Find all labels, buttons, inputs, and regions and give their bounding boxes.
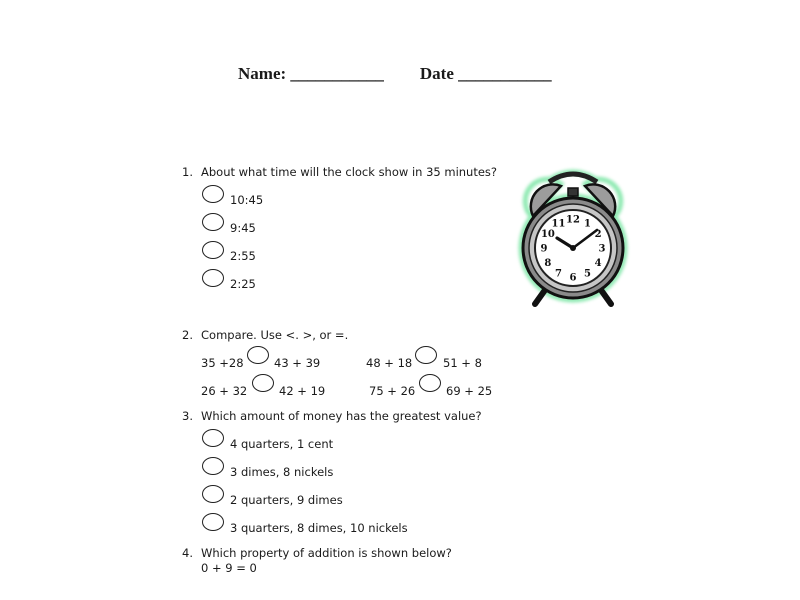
q1-option-3-bubble[interactable] [202,241,224,259]
q4-text: Which property of addition is shown below? [201,546,452,560]
q2-row2-a-bubble[interactable] [252,374,274,392]
q2-text: Compare. Use <. >, or =. [201,328,349,342]
alarm-clock-image [515,162,631,310]
name-label: Name: ___________ [238,64,384,83]
clock-numeral-8: 8 [544,258,552,269]
clock-numeral-1: 1 [584,218,591,230]
q2-row2-a-left: 26 + 32 [201,384,248,398]
q1-text: About what time will the clock show in 35 minutes? [201,165,498,179]
q4-equation: 0 + 9 = 0 [201,561,257,575]
q1-number: 1. [182,165,193,179]
q1-option-1-label: 10:45 [230,193,264,207]
clock-numeral-3: 3 [598,243,606,255]
q2-row1-a-left: 35 +28 [201,356,244,370]
clock-numeral-10: 10 [540,229,555,240]
q3-option-2-bubble[interactable] [202,457,224,475]
q3-option-3-bubble[interactable] [202,485,224,503]
q2-row2-b-bubble[interactable] [419,374,441,392]
clock-numeral-7: 7 [555,268,562,280]
q3-number: 3. [182,409,193,423]
q2-row1-b-left: 48 + 18 [366,356,413,370]
q2-row1-a-right: 43 + 39 [274,356,321,370]
q2-row2-b-right: 69 + 25 [446,384,493,398]
q1-option-2-bubble[interactable] [202,213,224,231]
q1-option-4-label: 2:25 [230,277,256,291]
clock-center [570,245,576,251]
clock-numeral-6: 6 [569,272,577,284]
q4-number: 4. [182,546,193,560]
q2-row2-b-left: 75 + 26 [369,384,416,398]
q3-option-1-label: 4 quarters, 1 cent [230,437,334,451]
q1-option-1-bubble[interactable] [202,185,224,203]
q3-option-1-bubble[interactable] [202,429,224,447]
q1-option-4-bubble[interactable] [202,269,224,287]
q2-number: 2. [182,328,193,342]
left-leg [535,290,545,304]
q2-row2-a-right: 42 + 19 [279,384,326,398]
clock-numeral-11: 11 [551,218,566,230]
clock-numeral-5: 5 [584,268,591,280]
q2-row1-a-bubble[interactable] [247,346,269,364]
q2-row1-b-bubble[interactable] [415,346,437,364]
clock-numeral-12: 12 [566,214,580,226]
q3-option-2-label: 3 dimes, 8 nickels [230,465,334,479]
right-leg [601,290,611,304]
q3-option-4-label: 3 quarters, 8 dimes, 10 nickels [230,521,408,535]
q1-option-2-label: 9:45 [230,221,256,235]
clock-numeral-2: 2 [594,229,602,240]
clock-numeral-9: 9 [540,243,548,255]
q3-option-4-bubble[interactable] [202,513,224,531]
q1-option-3-label: 2:55 [230,249,256,263]
date-label: Date ___________ [419,64,552,83]
q3-option-3-label: 2 quarters, 9 dimes [230,493,343,507]
q3-text: Which amount of money has the greatest value? [201,409,482,423]
q2-row1-b-right: 51 + 8 [443,356,482,370]
worksheet-header [238,64,552,84]
clock-numeral-4: 4 [594,258,602,269]
